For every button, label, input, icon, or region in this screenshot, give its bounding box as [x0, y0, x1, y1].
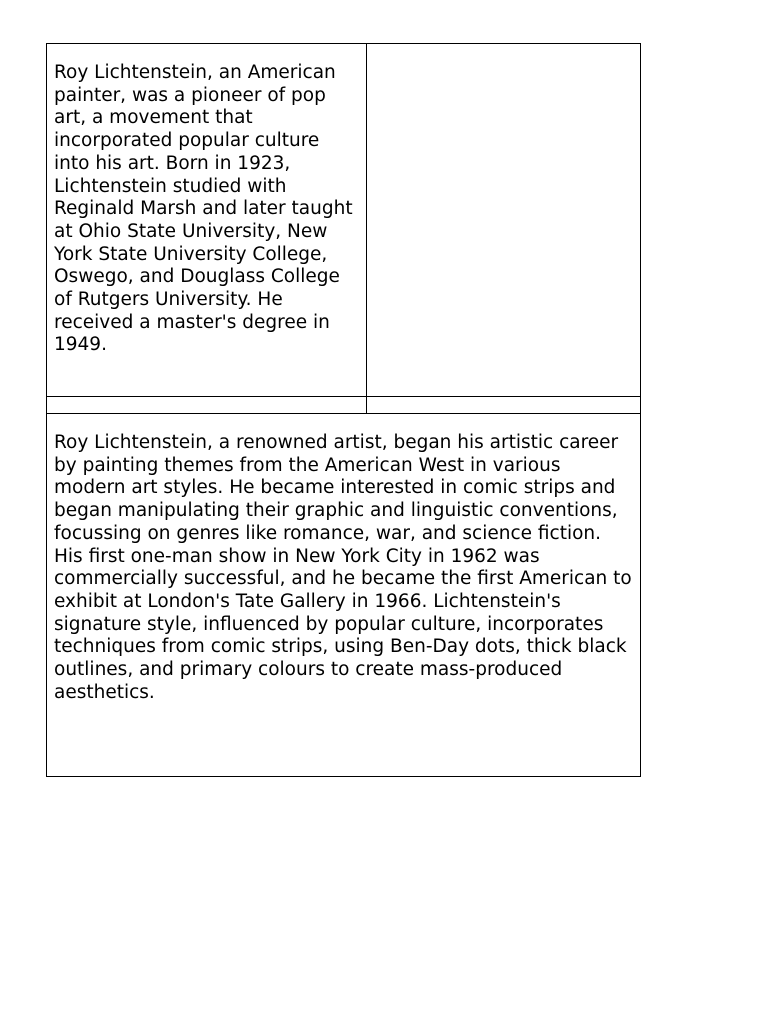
table-row	[47, 44, 641, 397]
biography-cell	[47, 44, 367, 397]
empty-cell	[366, 397, 640, 414]
empty-cell	[47, 397, 367, 414]
table-row	[47, 414, 641, 777]
document-table	[46, 43, 641, 777]
biography-paragraph: Roy Lichtenstein, an American painter, was a pioneer of pop art, a movement that incorporated popular culture into his art. Born in 1923, Lichtenstein studied with Reginald Marsh and later taught at Ohio State University, New York State University College, Oswego, and Douglass College of Rutgers University. He received a master's degree in 1949.	[54, 62, 353, 356]
table-row	[47, 397, 641, 414]
career-paragraph: Roy Lichtenstein, a renowned artist, began his artistic career by painting themes from the American West in various modern art styles. He became interested in comic strips and began manipulating their graphic and linguistic conventions, focussing on genres like romance, war, and science fiction. His first one-man show in New York City in 1962 was commercially successful, and he became the first American to exhibit at London's Tate Gallery in 1966. Lichtenstein's signature style, influenced by popular culture, incorporates techniques from comic strips, using Ben-Day dots, thick black outlines, and primary colours to create mass-produced aesthetics.	[54, 432, 632, 703]
career-cell	[47, 414, 641, 777]
empty-cell	[366, 44, 640, 397]
